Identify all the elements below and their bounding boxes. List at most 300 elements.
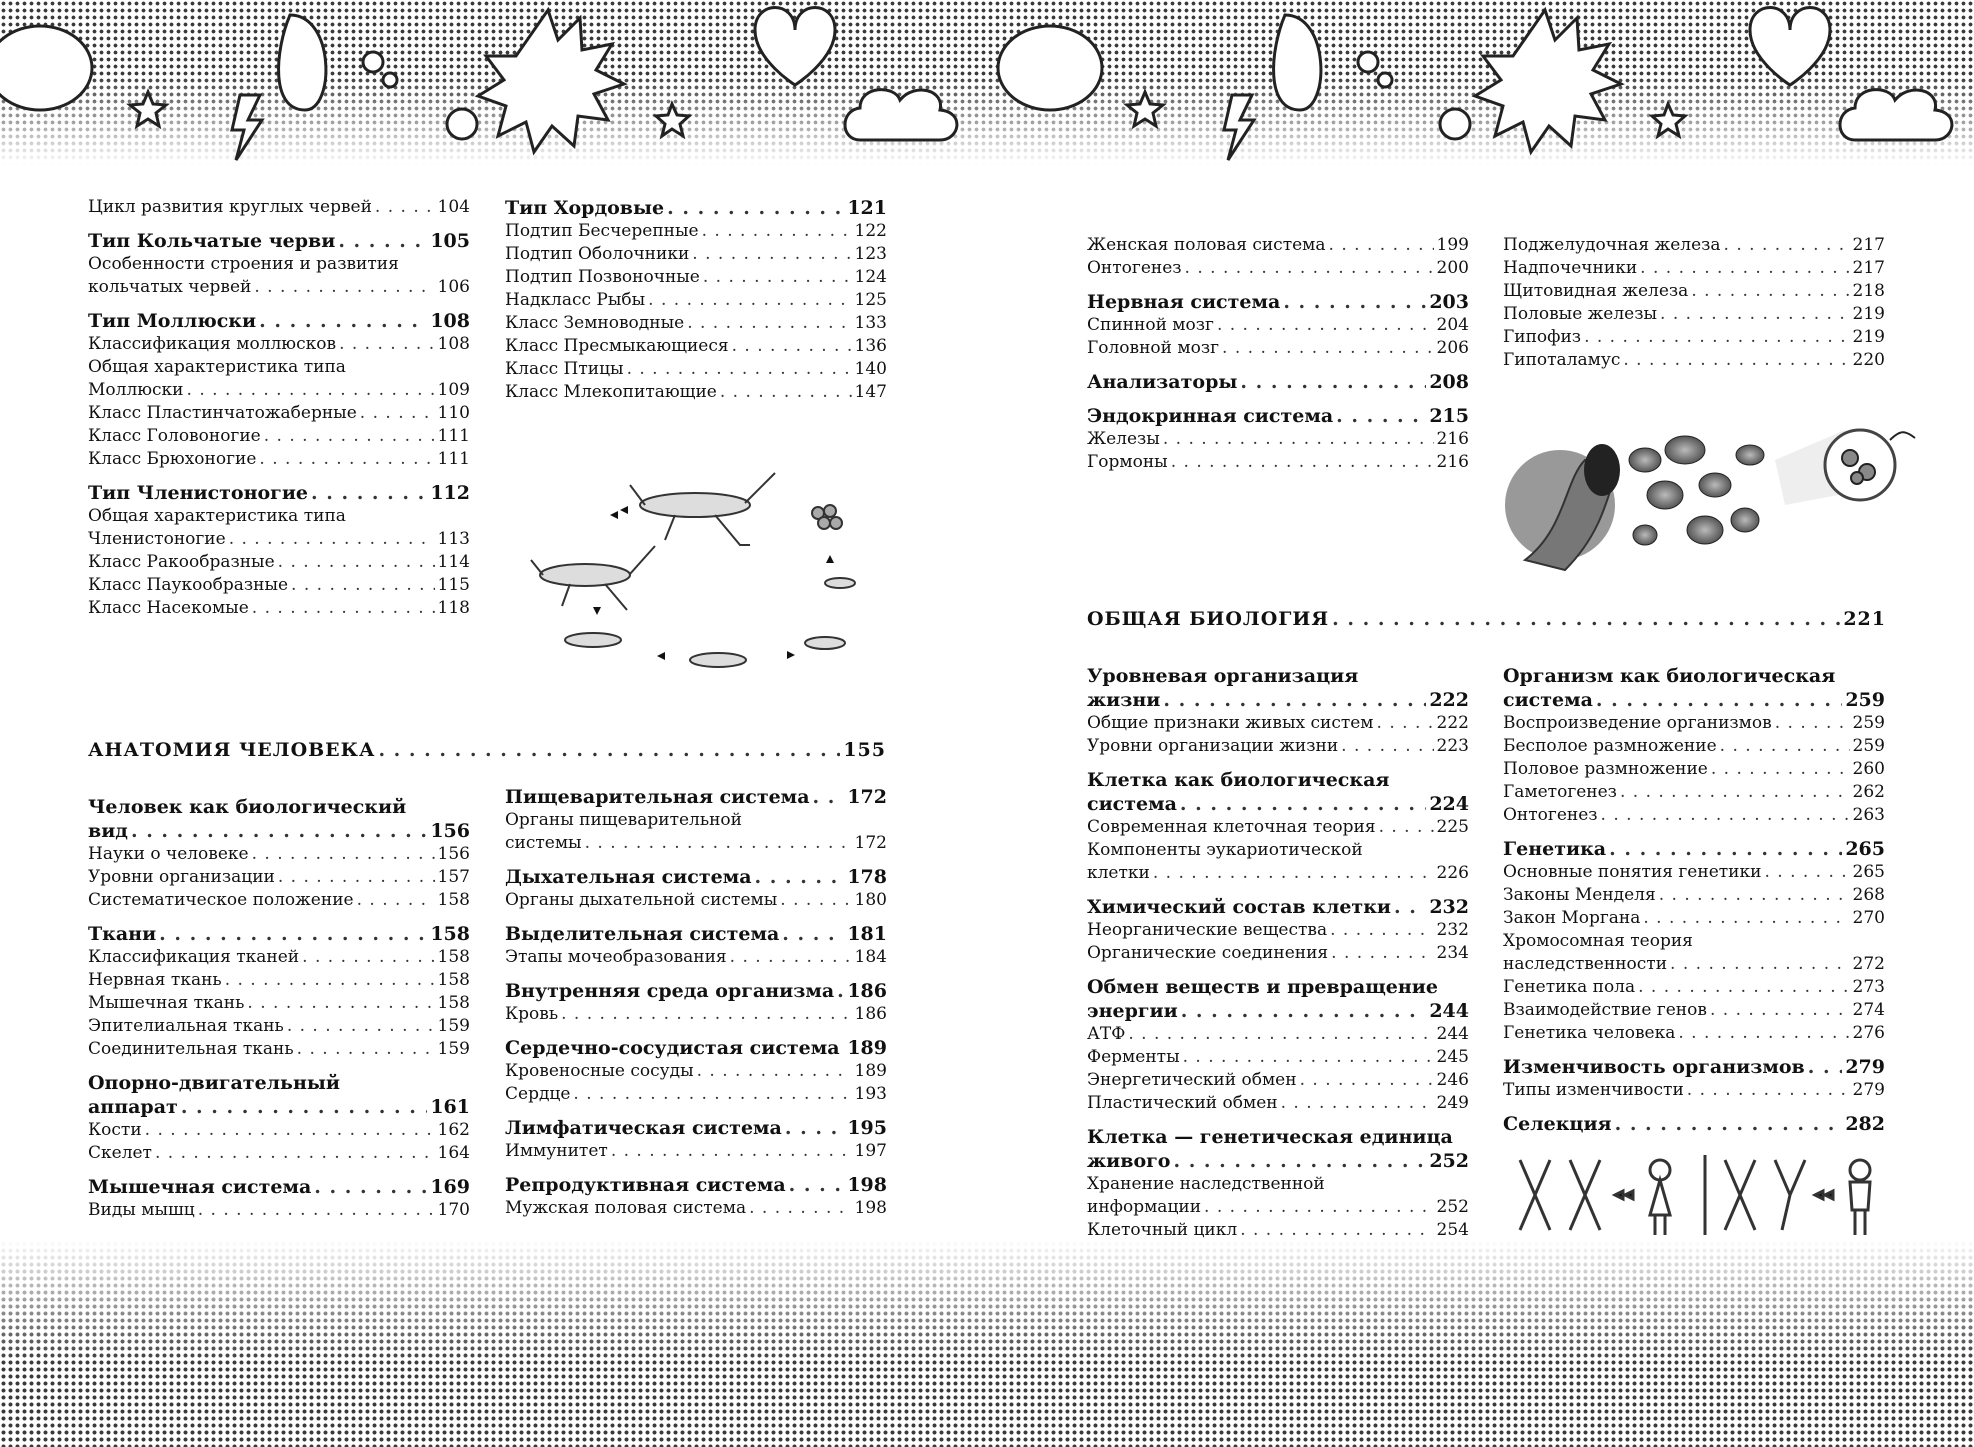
- page-number: 156: [430, 820, 470, 842]
- chromosome-x: [1725, 1160, 1755, 1230]
- dot-leader: [697, 1060, 852, 1083]
- page-number: 123: [854, 244, 887, 264]
- toc-heading[interactable]: [1087, 895, 1469, 919]
- page-number: 121: [847, 197, 887, 219]
- toc-heading[interactable]: [1503, 688, 1885, 712]
- toc-entry[interactable]: [1503, 781, 1885, 804]
- page-number: 270: [1852, 908, 1885, 928]
- entry-title: клетки: [1087, 863, 1150, 883]
- toc-entry[interactable]: [1087, 712, 1469, 735]
- entry-title: Науки о человеке: [88, 844, 249, 864]
- toc-entry[interactable]: [88, 1199, 470, 1222]
- toc-entry[interactable]: [88, 1142, 470, 1165]
- dot-leader: [692, 243, 851, 266]
- toc-entry[interactable]: [1503, 758, 1885, 781]
- page-number: 164: [437, 1143, 470, 1163]
- page-number: 178: [847, 866, 887, 888]
- toc-entry[interactable]: [1087, 816, 1469, 839]
- toc-entry[interactable]: [1087, 234, 1469, 257]
- page-number: 222: [1436, 713, 1469, 733]
- toc-entry[interactable]: [88, 333, 470, 356]
- dot-leader: [585, 832, 852, 855]
- page-number: 124: [854, 267, 887, 287]
- page-number: 172: [847, 786, 887, 808]
- page-number: 113: [437, 529, 470, 549]
- entry-title: Онтогенез: [1087, 258, 1182, 278]
- page-number: 140: [854, 359, 887, 379]
- entry-title: Дыхательная система: [505, 866, 752, 888]
- red-blood-cell: [1731, 508, 1759, 532]
- drop-shape: [1274, 15, 1321, 110]
- dot-leader: [1185, 257, 1434, 280]
- entry-title: Подтип Оболочники: [505, 244, 690, 264]
- toc-heading[interactable]: [505, 979, 887, 1003]
- cloud-shape: [845, 90, 957, 140]
- page-number: 279: [1845, 1056, 1885, 1078]
- toc-heading[interactable]: [88, 229, 470, 253]
- toc-heading[interactable]: [1087, 404, 1469, 428]
- dot-leader: [229, 528, 435, 551]
- dot-leader: [1660, 303, 1850, 326]
- toc-heading[interactable]: [1087, 999, 1469, 1023]
- toc-entry[interactable]: [1087, 428, 1469, 451]
- toc-entry[interactable]: [88, 196, 470, 219]
- page-number: 215: [1429, 405, 1469, 427]
- dot-leader: [159, 922, 427, 946]
- toc-entry[interactable]: [1503, 303, 1885, 326]
- entry-title: Класс Пластинчатожаберные: [88, 403, 357, 423]
- page-number: 219: [1852, 327, 1885, 347]
- entry-title: система: [1087, 793, 1177, 815]
- page-number: 268: [1852, 885, 1885, 905]
- toc-entry[interactable]: [505, 243, 887, 266]
- comic-decorations: [0, 0, 1974, 170]
- toc-entry[interactable]: [88, 276, 470, 299]
- page-number: 217: [1852, 235, 1885, 255]
- page-number: 109: [437, 380, 470, 400]
- toc-entry[interactable]: [1087, 1219, 1469, 1242]
- dot-leader: [837, 979, 844, 1003]
- toc-entry[interactable]: [1503, 999, 1885, 1022]
- toc-heading[interactable]: [1087, 290, 1469, 314]
- toc-entry[interactable]: [88, 379, 470, 402]
- dot-leader: [181, 1095, 428, 1119]
- dot-leader: [785, 1116, 844, 1140]
- toc-entry[interactable]: [505, 1140, 887, 1163]
- toc-entry[interactable]: [88, 597, 470, 620]
- toc-entry[interactable]: [505, 946, 887, 969]
- section-heading-anatomy[interactable]: [88, 738, 886, 762]
- toc-entry[interactable]: [88, 1038, 470, 1061]
- red-blood-cell: [1665, 436, 1705, 464]
- dot-leader: [1332, 607, 1840, 631]
- dot-leader: [1615, 1112, 1843, 1136]
- page-number: 254: [1436, 1220, 1469, 1240]
- cloud-shape: [0, 26, 92, 110]
- toc-entry[interactable]: [88, 1119, 470, 1142]
- toc-entry[interactable]: [1087, 1023, 1469, 1046]
- entry-title: Взаимодействие генов: [1503, 1000, 1707, 1020]
- page-number: 282: [1845, 1113, 1885, 1135]
- nymph: [690, 653, 746, 667]
- toc-entry[interactable]: [1087, 1092, 1469, 1115]
- dot-leader: [1670, 953, 1850, 976]
- toc-entry[interactable]: [88, 992, 470, 1015]
- dot-leader: [1764, 861, 1849, 884]
- dot-leader: [259, 309, 427, 333]
- toc-column-left-2: [505, 196, 887, 404]
- toc-entry[interactable]: [505, 312, 887, 335]
- dot-leader: [749, 1197, 851, 1220]
- entry-title: Головной мозг: [1087, 338, 1220, 358]
- page-number: 203: [1429, 291, 1469, 313]
- toc-column-general-1: [1087, 654, 1469, 1242]
- page-number: 221: [1843, 608, 1886, 630]
- entry-title: Энергетический обмен: [1087, 1070, 1297, 1090]
- star-shape: [130, 92, 166, 126]
- toc-entry[interactable]: [505, 358, 887, 381]
- toc-heading-line: Организм как биологическая: [1503, 665, 1836, 687]
- dot-leader: [1710, 999, 1850, 1022]
- page-number: 106: [437, 277, 470, 297]
- toc-entry[interactable]: [88, 866, 470, 889]
- entry-title: Классификация моллюсков: [88, 334, 337, 354]
- dot-leader: [302, 946, 434, 969]
- entry-title: Сердце: [505, 1084, 571, 1104]
- dot-leader: [1659, 884, 1850, 907]
- toc-heading[interactable]: [88, 481, 470, 505]
- toc-heading[interactable]: [88, 1095, 470, 1119]
- entry-title: Половые железы: [1503, 304, 1658, 324]
- toc-heading[interactable]: [88, 1175, 470, 1199]
- toc-heading[interactable]: [505, 1173, 887, 1197]
- toc-heading[interactable]: [1087, 1149, 1469, 1173]
- page-number: 232: [1429, 896, 1469, 918]
- toc-heading[interactable]: [1503, 1055, 1885, 1079]
- toc-entry[interactable]: [1087, 862, 1469, 885]
- page-number: 115: [437, 575, 470, 595]
- dot-leader: [1724, 234, 1850, 257]
- entry-title: системы: [505, 833, 582, 853]
- entry-title: Органические соединения: [1087, 943, 1329, 963]
- magnified-view: [1825, 430, 1895, 500]
- entry-title: Выделительная система: [505, 923, 780, 945]
- page-number: 193: [854, 1084, 887, 1104]
- toc-entry[interactable]: [1503, 907, 1885, 930]
- toc-entry[interactable]: [505, 266, 887, 289]
- entry-title: Общие признаки живых систем: [1087, 713, 1374, 733]
- toc-entry[interactable]: [1087, 451, 1469, 474]
- toc-entry-line: Хранение наследственной: [1087, 1174, 1325, 1194]
- grasshopper-lifecycle-illustration: [525, 460, 885, 700]
- entry-title: Органы дыхательной системы: [505, 890, 778, 910]
- dot-leader: [311, 481, 427, 505]
- toc-entry[interactable]: [505, 220, 887, 243]
- entry-title: Лимфатическая система: [505, 1117, 782, 1139]
- dot-leader: [1329, 234, 1434, 257]
- toc-entry[interactable]: [505, 1197, 887, 1220]
- entry-title: Ткани: [88, 923, 157, 945]
- bubble-shape: [447, 109, 477, 139]
- page-number: 180: [854, 890, 887, 910]
- entry-title: Химический состав клетки: [1087, 896, 1392, 918]
- toc-heading-line: Опорно-двигательный: [88, 1072, 340, 1094]
- toc-entry-line: Хромосомная теория: [1503, 931, 1693, 951]
- page-number: 225: [1436, 817, 1469, 837]
- star-shape: [656, 104, 689, 136]
- dot-leader: [1711, 758, 1850, 781]
- entry-title: Эндокринная система: [1087, 405, 1334, 427]
- page-number: 184: [854, 947, 887, 967]
- entry-title: Женская половая система: [1087, 235, 1326, 255]
- dot-leader: [1153, 862, 1434, 885]
- page-number: 224: [1429, 793, 1469, 815]
- page-number: 223: [1436, 736, 1469, 756]
- toc-entry[interactable]: [505, 289, 887, 312]
- entry-title: Гипофиз: [1503, 327, 1582, 347]
- toc-entry-line: Общая характеристика типа: [88, 357, 346, 377]
- entry-title: Систематическое положение: [88, 890, 354, 910]
- toc-entry[interactable]: [1087, 257, 1469, 280]
- dot-leader: [720, 381, 852, 404]
- bolt-shape: [1224, 95, 1254, 160]
- page-number: 252: [1429, 1150, 1469, 1172]
- toc-entry[interactable]: [1503, 326, 1885, 349]
- page-number: 158: [437, 993, 470, 1013]
- toc-entry[interactable]: [88, 448, 470, 471]
- entry-title: Классификация тканей: [88, 947, 300, 967]
- entry-title: Репродуктивная система: [505, 1174, 786, 1196]
- entry-title: Цикл развития круглых червей: [88, 197, 372, 217]
- entry-title: Селекция: [1503, 1113, 1612, 1135]
- dot-leader: [278, 551, 435, 574]
- entry-title: Класс Головоногие: [88, 426, 261, 446]
- entry-title: Железы: [1087, 429, 1160, 449]
- page-number: 189: [847, 1037, 887, 1059]
- page-number: 157: [437, 867, 470, 887]
- toc-entry[interactable]: [1503, 234, 1885, 257]
- toc-entry[interactable]: [1503, 1079, 1885, 1102]
- entry-title: Надкласс Рыбы: [505, 290, 646, 310]
- dot-leader: [627, 358, 852, 381]
- toc-entry[interactable]: [88, 551, 470, 574]
- toc-entry[interactable]: [1087, 1046, 1469, 1069]
- dot-leader: [1163, 688, 1426, 712]
- toc-heading[interactable]: [88, 309, 470, 333]
- toc-heading[interactable]: [505, 196, 887, 220]
- toc-entry[interactable]: [1503, 804, 1885, 827]
- page-number: 158: [437, 947, 470, 967]
- chromosome-illustration: [1510, 1150, 1890, 1240]
- toc-entry[interactable]: [88, 843, 470, 866]
- entry-title: АТФ: [1087, 1024, 1126, 1044]
- entry-title: Виды мышц: [88, 1200, 195, 1220]
- toc-entry[interactable]: [1087, 942, 1469, 965]
- toc-entry[interactable]: [505, 335, 887, 358]
- dot-leader: [1330, 919, 1433, 942]
- bubble-shape: [1440, 109, 1470, 139]
- entry-title: Уровни организации: [88, 867, 275, 887]
- toc-heading[interactable]: [1087, 792, 1469, 816]
- toc-entry[interactable]: [1503, 712, 1885, 735]
- bubble-shape: [1378, 73, 1392, 87]
- dot-leader: [1584, 326, 1849, 349]
- toc-entry[interactable]: [88, 402, 470, 425]
- toc-entry[interactable]: [1087, 919, 1469, 942]
- toc-entry[interactable]: [1087, 735, 1469, 758]
- red-blood-cell: [1647, 481, 1683, 509]
- dot-leader: [1394, 895, 1426, 919]
- toc-entry[interactable]: [505, 832, 887, 855]
- toc-entry[interactable]: [1087, 1069, 1469, 1092]
- toc-entry[interactable]: [1087, 1196, 1469, 1219]
- dot-leader: [360, 402, 435, 425]
- toc-heading-line: Клетка — генетическая единица: [1087, 1126, 1453, 1148]
- toc-entry[interactable]: [1087, 314, 1469, 337]
- entry-title: наследственности: [1503, 954, 1668, 974]
- toc-heading[interactable]: [1503, 837, 1885, 861]
- page-number: 208: [1429, 371, 1469, 393]
- toc-entry[interactable]: [505, 381, 887, 404]
- page-number: 112: [430, 482, 470, 504]
- toc-heading[interactable]: [505, 865, 887, 889]
- dot-leader: [1341, 735, 1433, 758]
- dot-leader: [732, 335, 852, 358]
- dot-leader: [1283, 290, 1426, 314]
- red-blood-cell: [1687, 516, 1723, 544]
- toc-entry[interactable]: [1503, 953, 1885, 976]
- dot-leader: [1300, 1069, 1434, 1092]
- page-number: 199: [1436, 235, 1469, 255]
- toc-heading[interactable]: [1087, 370, 1469, 394]
- dot-leader: [339, 333, 434, 356]
- toc-entry[interactable]: [1087, 337, 1469, 360]
- toc-heading[interactable]: [505, 785, 887, 809]
- dot-leader: [1638, 976, 1849, 999]
- dot-leader: [1775, 712, 1850, 735]
- toc-entry[interactable]: [505, 1003, 887, 1026]
- page-number: 110: [437, 403, 470, 423]
- entry-title: Генетика: [1503, 838, 1607, 860]
- dot-leader: [252, 843, 435, 866]
- page-number: 265: [1852, 862, 1885, 882]
- toc-entry[interactable]: [1503, 861, 1885, 884]
- toc-entry[interactable]: [1503, 280, 1885, 303]
- toc-column-right-1: [1087, 234, 1469, 474]
- toc-heading[interactable]: [88, 922, 470, 946]
- toc-entry[interactable]: [505, 889, 887, 912]
- toc-heading[interactable]: [1503, 1112, 1885, 1136]
- toc-entry[interactable]: [505, 1060, 887, 1083]
- dot-leader: [611, 1140, 852, 1163]
- toc-entry[interactable]: [1503, 349, 1885, 372]
- entry-title: Пластический обмен: [1087, 1093, 1278, 1113]
- dot-leader: [1183, 1046, 1434, 1069]
- dot-leader: [1128, 1023, 1433, 1046]
- toc-entry[interactable]: [88, 1015, 470, 1038]
- page-number: 272: [1852, 954, 1885, 974]
- dot-leader: [1678, 1022, 1849, 1045]
- dot-leader: [247, 992, 434, 1015]
- toc-entry[interactable]: [88, 969, 470, 992]
- dot-leader: [1609, 837, 1842, 861]
- toc-entry[interactable]: [1503, 976, 1885, 999]
- dot-leader: [225, 969, 435, 992]
- section-heading-general-biology[interactable]: [1087, 607, 1886, 631]
- page-number: 158: [437, 970, 470, 990]
- toc-entry[interactable]: [88, 889, 470, 912]
- toc-entry[interactable]: [88, 574, 470, 597]
- dot-leader: [1171, 451, 1434, 474]
- entry-title: Нервная система: [1087, 291, 1281, 313]
- dot-leader: [667, 196, 844, 220]
- dot-leader: [1640, 257, 1849, 280]
- toc-heading[interactable]: [1087, 688, 1469, 712]
- dot-leader: [1687, 1079, 1850, 1102]
- toc-heading[interactable]: [505, 1116, 887, 1140]
- dot-leader: [187, 379, 435, 402]
- toc-heading[interactable]: [88, 819, 470, 843]
- page-number: 232: [1436, 920, 1469, 940]
- dot-leader: [1181, 999, 1427, 1023]
- dot-leader: [789, 1173, 845, 1197]
- entry-title: Соединительная ткань: [88, 1039, 294, 1059]
- page-number: 204: [1436, 315, 1469, 335]
- toc-entry-line: Компоненты эукариотической: [1087, 840, 1363, 860]
- entry-title: Уровни организации жизни: [1087, 736, 1339, 756]
- page-number: 105: [430, 230, 470, 252]
- toc-entry[interactable]: [88, 946, 470, 969]
- toc-entry[interactable]: [88, 528, 470, 551]
- toc-heading[interactable]: [505, 1036, 887, 1060]
- drop-shape: [279, 15, 326, 110]
- entry-title: Сердечно-сосудистая система: [505, 1037, 840, 1059]
- dot-leader: [780, 889, 851, 912]
- entry-title: Кровеносные сосуды: [505, 1061, 694, 1081]
- page-number: 155: [843, 739, 886, 761]
- toc-entry[interactable]: [1503, 884, 1885, 907]
- toc-entry[interactable]: [505, 1083, 887, 1106]
- dot-leader: [648, 289, 851, 312]
- page-number: 159: [437, 1016, 470, 1036]
- dot-leader: [1281, 1092, 1434, 1115]
- entry-title: аппарат: [88, 1096, 178, 1118]
- toc-column-anatomy-2: [505, 785, 887, 1220]
- dot-leader: [338, 229, 427, 253]
- toc-heading[interactable]: [505, 922, 887, 946]
- page-number: 259: [1845, 689, 1885, 711]
- dot-leader: [1643, 907, 1849, 930]
- bubble-shape: [363, 52, 383, 72]
- page-number: 262: [1852, 782, 1885, 802]
- entry-title: Надпочечники: [1503, 258, 1638, 278]
- entry-title: Неорганические вещества: [1087, 920, 1328, 940]
- entry-title: вид: [88, 820, 128, 842]
- entry-title: Иммунитет: [505, 1141, 608, 1161]
- toc-entry[interactable]: [88, 425, 470, 448]
- toc-entry[interactable]: [1503, 735, 1885, 758]
- vessel-opening: [1584, 444, 1620, 496]
- dot-leader: [264, 425, 435, 448]
- entry-title: Клеточный цикл: [1087, 1220, 1238, 1240]
- dot-leader: [314, 1175, 427, 1199]
- entry-title: Подтип Бесчерепные: [505, 221, 699, 241]
- cloud-shape: [1840, 90, 1952, 140]
- toc-entry[interactable]: [1503, 257, 1885, 280]
- entry-title: живого: [1087, 1150, 1171, 1172]
- toc-entry[interactable]: [1503, 1022, 1885, 1045]
- page-number: 259: [1852, 713, 1885, 733]
